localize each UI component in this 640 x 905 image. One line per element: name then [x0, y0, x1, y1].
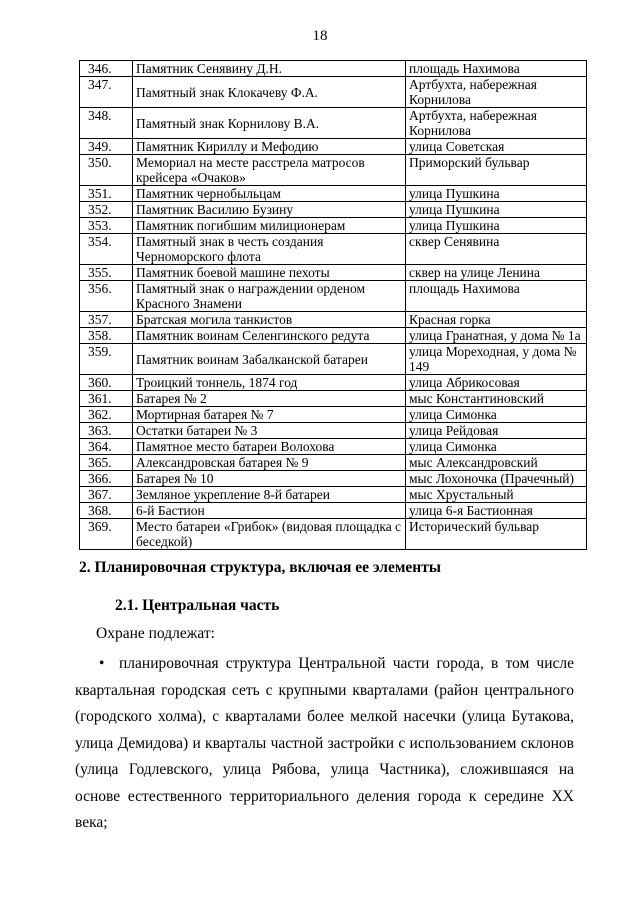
- monument-name: Памятник воинам Забалканской батареи: [133, 344, 406, 375]
- row-number: 357.: [80, 312, 133, 328]
- row-number: 368.: [80, 503, 133, 519]
- row-number: 351.: [80, 186, 133, 202]
- monuments-table: [79, 60, 587, 550]
- monument-name: Остатки батареи № 3: [133, 423, 406, 439]
- table-row: [80, 423, 587, 439]
- row-number: 361.: [80, 391, 133, 407]
- monument-name: Земляное укрепление 8-й батареи: [133, 487, 406, 503]
- table-row: [80, 471, 587, 487]
- monument-location: улица Рейдовая: [406, 423, 587, 439]
- monument-location: улица Пушкина: [406, 186, 587, 202]
- monument-location: улица Пушкина: [406, 218, 587, 234]
- row-number: 347.: [80, 77, 133, 108]
- monument-name: Место батареи «Грибок» (видовая площадка с беседкой): [133, 519, 406, 550]
- monument-location: сквер на улице Ленина: [406, 265, 587, 281]
- table-row: [80, 265, 587, 281]
- monument-name: Братская могила танкистов: [133, 312, 406, 328]
- monuments-table-body: [80, 61, 587, 550]
- monument-location: улица Абрикосовая: [406, 375, 587, 391]
- table-row: [80, 407, 587, 423]
- row-number: 355.: [80, 265, 133, 281]
- row-number: 367.: [80, 487, 133, 503]
- table-row: [80, 77, 587, 108]
- monument-name: Памятник Сенявину Д.Н.: [133, 61, 406, 77]
- monument-name: Памятник боевой машине пехоты: [133, 265, 406, 281]
- bullet-icon: •: [99, 655, 105, 672]
- table-row: [80, 328, 587, 344]
- monument-name: Памятный знак Корнилову В.А.: [133, 108, 406, 139]
- row-number: 350.: [80, 155, 133, 186]
- monument-location: площадь Нахимова: [406, 61, 587, 77]
- table-row: [80, 503, 587, 519]
- table-row: [80, 218, 587, 234]
- monument-name: Памятный знак о награждении орденом Красного Знамени: [133, 281, 406, 312]
- row-number: 348.: [80, 108, 133, 139]
- monument-location: Артбухта, набережная Корнилова: [406, 108, 587, 139]
- table-row: [80, 108, 587, 139]
- monument-name: Батарея № 10: [133, 471, 406, 487]
- monument-location: Приморский бульвар: [406, 155, 587, 186]
- row-number: 363.: [80, 423, 133, 439]
- row-number: 365.: [80, 455, 133, 471]
- table-row: [80, 375, 587, 391]
- monument-location: мыс Александровский: [406, 455, 587, 471]
- page-number: 18: [312, 28, 328, 44]
- monument-name: 6-й Бастион: [133, 503, 406, 519]
- monument-name: Памятное место батареи Волохова: [133, 439, 406, 455]
- monument-location: улица Советская: [406, 139, 587, 155]
- row-number: 369.: [80, 519, 133, 550]
- monument-location: улица Симонка: [406, 439, 587, 455]
- monument-location: улица Пушкина: [406, 202, 587, 218]
- row-number: 360.: [80, 375, 133, 391]
- monument-name: Памятник воинам Селенгинского редута: [133, 328, 406, 344]
- monument-name: Памятный знак Клокачеву Ф.А.: [133, 77, 406, 108]
- table-row: [80, 61, 587, 77]
- monument-name: Памятник погибшим милиционерам: [133, 218, 406, 234]
- table-row: [80, 487, 587, 503]
- monument-location: улица Гранатная, у дома № 1а: [406, 328, 587, 344]
- monument-location: площадь Нахимова: [406, 281, 587, 312]
- table-row: [80, 455, 587, 471]
- bullet-paragraph: [75, 651, 574, 837]
- table-row: [80, 155, 587, 186]
- monument-location: сквер Сенявина: [406, 234, 587, 265]
- table-row: [80, 391, 587, 407]
- monument-location: мыс Константиновский: [406, 391, 587, 407]
- protection-label: Охране подлежат:: [96, 625, 215, 642]
- row-number: 366.: [80, 471, 133, 487]
- row-number: 346.: [80, 61, 133, 77]
- monument-location: мыс Лохоночка (Прачечный): [406, 471, 587, 487]
- table-row: [80, 281, 587, 312]
- table-row: [80, 186, 587, 202]
- table-row: [80, 234, 587, 265]
- monument-name: Батарея № 2: [133, 391, 406, 407]
- monument-location: Исторический бульвар: [406, 519, 587, 550]
- bullet-text: планировочная структура Центральной части города, в том числе квартальная городская сеть с крупными кварталами (район центрального (городского холма), с кварталами более мелкой насечки (улица Бутакова, улица Демидова) и кварталы частной застройки с использованием склонов (улица Годлевского, улица Рябова, улица Частника), сложившаяся на основе естественного территориального деления города к середине XX века;: [75, 655, 574, 831]
- monument-location: улица Мореходная, у дома № 149: [406, 344, 587, 375]
- row-number: 352.: [80, 202, 133, 218]
- table-row: [80, 519, 587, 550]
- monument-location: улица 6-я Бастионная: [406, 503, 587, 519]
- table-row: [80, 439, 587, 455]
- monument-name: Мемориал на месте расстрела матросов крейсера «Очаков»: [133, 155, 406, 186]
- subsection-heading: 2.1. Центральная часть: [115, 597, 280, 614]
- monument-location: улица Симонка: [406, 407, 587, 423]
- monument-location: мыс Хрустальный: [406, 487, 587, 503]
- monument-location: Красная горка: [406, 312, 587, 328]
- row-number: 359.: [80, 344, 133, 375]
- row-number: 356.: [80, 281, 133, 312]
- row-number: 364.: [80, 439, 133, 455]
- monument-name: Памятник чернобыльцам: [133, 186, 406, 202]
- monument-name: Памятник Василию Бузину: [133, 202, 406, 218]
- row-number: 358.: [80, 328, 133, 344]
- row-number: 362.: [80, 407, 133, 423]
- row-number: 349.: [80, 139, 133, 155]
- monument-location: Артбухта, набережная Корнилова: [406, 77, 587, 108]
- table-row: [80, 139, 587, 155]
- table-row: [80, 202, 587, 218]
- monument-name: Мортирная батарея № 7: [133, 407, 406, 423]
- row-number: 353.: [80, 218, 133, 234]
- section-heading: 2. Планировочная структура, включая ее элементы: [79, 559, 441, 576]
- monument-name: Памятный знак в честь создания Черноморского флота: [133, 234, 406, 265]
- monument-name: Памятник Кириллу и Мефодию: [133, 139, 406, 155]
- monument-name: Александровская батарея № 9: [133, 455, 406, 471]
- monument-name: Троицкий тоннель, 1874 год: [133, 375, 406, 391]
- table-row: [80, 312, 587, 328]
- row-number: 354.: [80, 234, 133, 265]
- table-row: [80, 344, 587, 375]
